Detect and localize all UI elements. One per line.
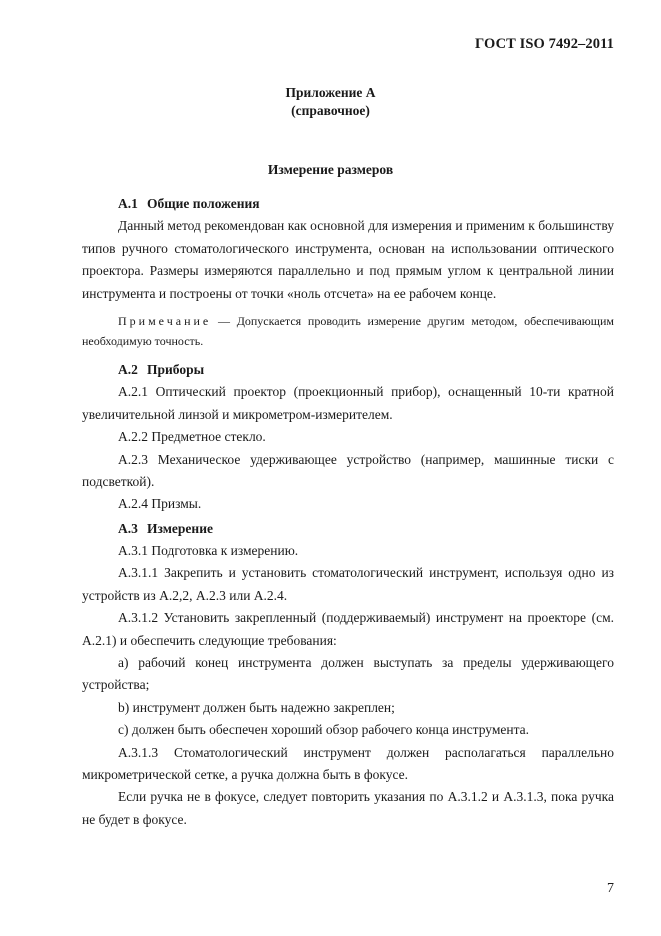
note-text: — Допускается проводить измерение другим методом, обеспечивающим <box>211 313 614 328</box>
clause-a22: А.2.2 Предметное стекло. <box>118 429 266 445</box>
clause-a313-cont: микрометрической сетке, а ручка должна быть в фокусе. <box>82 766 409 782</box>
list-item-c: с) должен быть обеспечен хороший обзор рабочего конца инструмента. <box>118 722 530 738</box>
final-paragraph-cont: не будет в фокусе. <box>82 811 187 827</box>
paragraph-line: Данный метод рекомендован как основной для измерения и применим к большинству <box>118 218 614 234</box>
heading-a1-title: Общие положения <box>147 196 260 211</box>
clause-a312-cont: А.2.1) и обеспечить следующие требования: <box>82 632 337 648</box>
section-title: Измерение размеров <box>267 162 394 177</box>
heading-a2-number: А.2 <box>118 361 138 377</box>
clause-a21: А.2.1 Оптический проектор (проекционный прибор), оснащенный 10-ти кратной <box>118 384 614 400</box>
paragraph-line: инструмента и построены от точки «ноль отсчета» на ее рабочем конце. <box>82 285 497 301</box>
page-number: 7 <box>607 881 614 896</box>
heading-a3-number: А.3 <box>118 520 138 536</box>
clause-a313: А.3.1.3 Стоматологический инструмент должен располагаться параллельно <box>118 744 614 760</box>
appendix-heading <box>0 84 661 120</box>
standard-code-header: ГОСТ ISO 7492–2011 <box>475 36 614 52</box>
heading-a3-title: Измерение <box>147 520 213 536</box>
clause-a23-cont: подсветкой). <box>82 473 155 489</box>
clause-a311: А.3.1.1 Закрепить и установить стоматологический инструмент, используя одно из <box>118 565 614 581</box>
appendix-subtitle: (справочное) <box>291 103 370 118</box>
clause-a23: А.2.3 Механическое удерживающее устройство (например, машинные тиски с <box>118 451 614 467</box>
clause-a312: А.3.1.2 Установить закрепленный (поддерживаемый) инструмент на проекторе (см. <box>118 610 614 626</box>
heading-a1 <box>82 193 614 215</box>
heading-a3 <box>82 518 614 540</box>
note-label: Примечание <box>118 313 212 328</box>
list-item-b: b) инструмент должен быть надежно закреплен; <box>118 699 395 715</box>
heading-a1-number: А.1 <box>118 196 138 211</box>
list-item-a: а) рабочий конец инструмента должен выступать за пределы удерживающего <box>118 655 614 671</box>
note-block <box>82 311 614 351</box>
paragraph-line: типов ручного стоматологического инструмента, основан на использовании оптического <box>82 240 614 256</box>
note-line: необходимую точность. <box>82 333 204 348</box>
clause-a24: А.2.4 Призмы. <box>118 496 202 512</box>
clause-a311-cont: устройств из А.2,2, А.2.3 или А.2.4. <box>82 587 288 603</box>
document-body <box>82 191 614 831</box>
final-paragraph: Если ручка не в фокусе, следует повторить указания по А.3.1.2 и А.3.1.3, пока ручка <box>118 789 614 805</box>
paragraph-line: проектора. Размеры измеряются параллельно и под прямым углом к центральной линии <box>82 263 614 279</box>
appendix-title: Приложение А <box>285 85 376 100</box>
note-line <box>82 311 614 331</box>
clause-a21-cont: увеличительной линзой и микрометром-измерителем. <box>82 406 393 422</box>
clause-a31: А.3.1 Подготовка к измерению. <box>118 543 299 559</box>
list-item-a-cont: устройства; <box>82 677 150 693</box>
heading-a2 <box>82 359 614 381</box>
heading-a2-title: Приборы <box>147 361 205 377</box>
